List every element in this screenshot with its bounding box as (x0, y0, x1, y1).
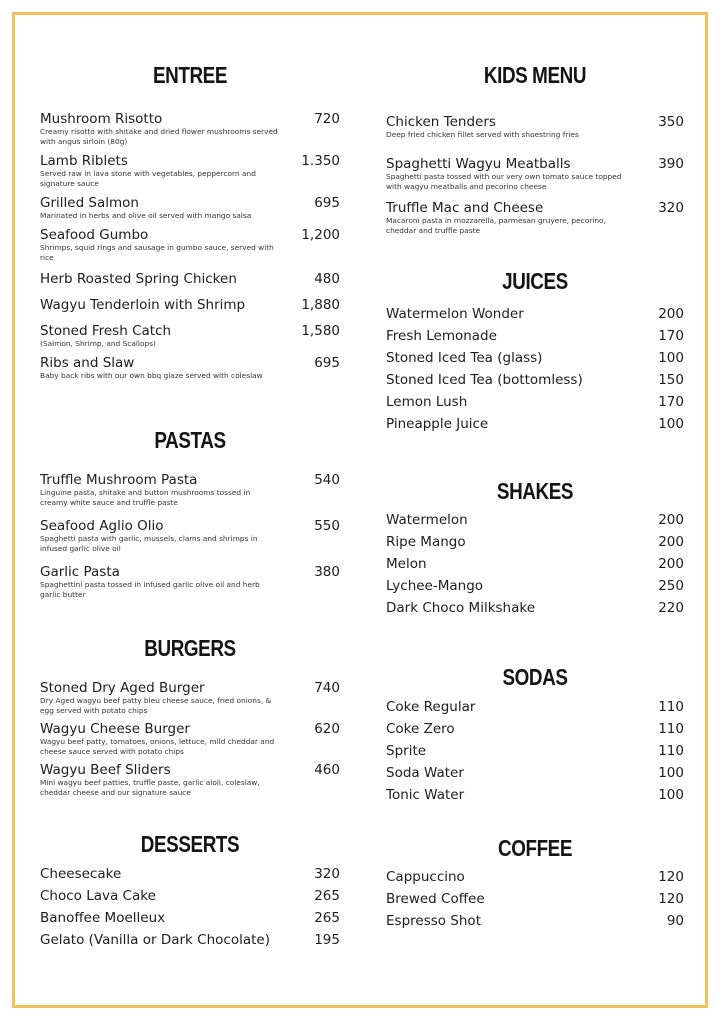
item-description: Served raw in lava stone with vegetables, peppercorn and signature sauce (40, 169, 256, 188)
item-price: 350 (658, 114, 684, 130)
item-description: Linguine pasta, shitake and button mushrooms tossed in creamy white sauce and truffle paste (40, 488, 251, 507)
item-price: 110 (658, 721, 684, 737)
section-entree (40, 60, 340, 90)
item-name: Herb Roasted Spring Chicken (40, 271, 237, 287)
pastas-items (40, 472, 340, 606)
item-name: Cappuccino (386, 869, 465, 885)
item-name: Stoned Dry Aged Burger (40, 680, 205, 696)
item-price: 200 (658, 512, 684, 528)
item-price: 120 (658, 891, 684, 907)
section-title-coffee: COFFEE (497, 835, 573, 861)
item-price: 200 (658, 556, 684, 572)
item-name: Garlic Pasta (40, 564, 120, 580)
item-name: Lamb Riblets (40, 153, 128, 169)
menu-item (40, 297, 340, 313)
item-price: 460 (314, 762, 340, 778)
menu-item (40, 518, 340, 554)
menu-item (386, 765, 684, 787)
entree-items (40, 111, 340, 387)
item-price: 110 (658, 699, 684, 715)
item-name: Ribs and Slaw (40, 355, 135, 371)
item-price: 170 (658, 328, 684, 344)
item-description: Creamy risotto with shitake and dried flower mushrooms served with angus sirloin (80g) (40, 127, 278, 146)
item-name: Watermelon Wonder (386, 306, 524, 322)
item-name: Watermelon (386, 512, 468, 528)
item-price: 320 (658, 200, 684, 216)
section-title-kids-menu: KIDS MENU (483, 62, 587, 88)
item-name: Truffle Mushroom Pasta (40, 472, 198, 488)
menu-item (386, 306, 684, 328)
item-name: Ripe Mango (386, 534, 466, 550)
item-name: Melon (386, 556, 427, 572)
item-name: Pineapple Juice (386, 416, 489, 432)
item-name: Lemon Lush (386, 394, 468, 410)
item-price: 200 (658, 306, 684, 322)
item-price: 150 (658, 372, 684, 388)
item-price: 265 (314, 910, 340, 926)
menu-item (386, 699, 684, 721)
menu-item (386, 869, 684, 891)
item-price: 170 (658, 394, 684, 410)
menu-item (40, 195, 340, 221)
item-price: 380 (314, 564, 340, 580)
item-name: Stoned Iced Tea (bottomless) (386, 372, 583, 388)
item-price: 1,580 (301, 323, 340, 339)
section-juices (386, 266, 684, 296)
item-price: 100 (658, 350, 684, 366)
section-coffee (386, 833, 684, 863)
item-description: Shrimps, squid rings and sausage in gumbo sauce, served with rice (40, 243, 274, 262)
item-description: Spaghettini pasta tossed in infused garlic olive oil and herb garlic butter (40, 580, 260, 599)
item-name: Brewed Coffee (386, 891, 485, 907)
menu-item (386, 721, 684, 743)
item-name: Banoffee Moelleux (40, 910, 166, 926)
section-sodas (386, 662, 684, 692)
item-name: Spaghetti Wagyu Meatballs (386, 156, 571, 172)
menu-item (40, 888, 340, 910)
item-name: Choco Lava Cake (40, 888, 156, 904)
item-price: 620 (314, 721, 340, 737)
item-price: 550 (314, 518, 340, 534)
item-name: Lychee-Mango (386, 578, 484, 594)
menu-item (40, 153, 340, 189)
item-price: 100 (658, 416, 684, 432)
item-price: 265 (314, 888, 340, 904)
burgers-items (40, 680, 340, 804)
item-price: 390 (658, 156, 684, 172)
menu-item (386, 156, 684, 192)
sodas-items (386, 699, 684, 809)
item-description: Mini wagyu beef patties, truffle paste, garlic aioli, coleslaw, cheddar cheese and our signature sauce (40, 778, 260, 797)
menu-item (40, 932, 340, 954)
item-price: 695 (314, 355, 340, 371)
menu-item (40, 355, 340, 381)
section-title-entree: ENTREE (152, 62, 228, 88)
item-name: Seafood Aglio Olio (40, 518, 164, 534)
section-shakes (386, 476, 684, 506)
item-price: 740 (314, 680, 340, 696)
coffee-items (386, 869, 684, 935)
item-name: Mushroom Risotto (40, 111, 163, 127)
menu-item (386, 578, 684, 600)
item-price: 720 (314, 111, 340, 127)
section-kids-menu (386, 60, 684, 90)
item-name: Tonic Water (386, 787, 465, 803)
item-price: 250 (658, 578, 684, 594)
item-description: Spaghetti pasta with garlic, mussels, clams and shrimps in infused garlic olive oil (40, 534, 258, 553)
item-name: Grilled Salmon (40, 195, 139, 211)
item-price: 195 (314, 932, 340, 948)
item-name: Truffle Mac and Cheese (386, 200, 544, 216)
section-desserts (40, 829, 340, 859)
item-price: 100 (658, 765, 684, 781)
item-description: Marinated in herbs and olive oil served with mango salsa (40, 211, 252, 220)
item-description: Dry Aged wagyu beef patty bleu cheese sauce, fried onions, & egg served with potato chips (40, 696, 272, 715)
menu-item (386, 328, 684, 350)
juices-items (386, 306, 684, 438)
item-description: Macaroni pasta in mozzarella, parmesan gruyere, pecorino, cheddar and truffle paste (386, 216, 606, 235)
item-price: 1,200 (301, 227, 340, 243)
menu-item (40, 680, 340, 716)
menu-item (40, 323, 340, 349)
section-title-sodas: SODAS (502, 664, 568, 690)
item-name: Fresh Lemonade (386, 328, 497, 344)
item-price: 695 (314, 195, 340, 211)
section-title-pastas: PASTAS (154, 427, 226, 453)
item-price: 320 (314, 866, 340, 882)
menu-item (386, 600, 684, 622)
shakes-items (386, 512, 684, 622)
menu-item (386, 556, 684, 578)
menu-item (40, 721, 340, 757)
item-price: 200 (658, 534, 684, 550)
item-name: Coke Zero (386, 721, 455, 737)
item-name: Soda Water (386, 765, 464, 781)
item-name: Wagyu Beef Sliders (40, 762, 171, 778)
menu-item (40, 111, 340, 147)
item-name: Dark Choco Milkshake (386, 600, 536, 616)
item-price: 220 (658, 600, 684, 616)
item-price: 540 (314, 472, 340, 488)
item-price: 110 (658, 743, 684, 759)
item-name: Espresso Shot (386, 913, 481, 929)
item-description: Wagyu beef patty, tomatoes, onions, lettuce, mild cheddar and cheese sauce served with potato chips (40, 737, 275, 756)
menu-item (386, 743, 684, 765)
menu-item (40, 564, 340, 600)
section-pastas (40, 425, 340, 455)
menu-item (40, 866, 340, 888)
item-name: Gelato (Vanilla or Dark Chocolate) (40, 932, 270, 948)
menu-item (386, 394, 684, 416)
section-burgers (40, 633, 340, 663)
menu-item (386, 913, 684, 935)
item-description: Baby back ribs with our own bbq glaze served with coleslaw (40, 371, 263, 380)
item-price: 1.350 (301, 153, 340, 169)
item-name: Chicken Tenders (386, 114, 496, 130)
item-description: Deep fried chicken fillet served with shoestring fries (386, 130, 579, 139)
item-description: (Salmon, Shrimp, and Scallops) (40, 339, 156, 348)
menu-item (40, 271, 340, 287)
item-price: 1,880 (301, 297, 340, 313)
menu-item (386, 372, 684, 394)
item-name: Wagyu Cheese Burger (40, 721, 190, 737)
item-name: Stoned Fresh Catch (40, 323, 172, 339)
item-name: Cheesecake (40, 866, 122, 882)
item-name: Sprite (386, 743, 427, 759)
menu-item (40, 472, 340, 508)
menu-item (386, 200, 684, 236)
menu-item (386, 512, 684, 534)
menu-item (386, 350, 684, 372)
menu-item (386, 534, 684, 556)
kids-items (386, 114, 684, 242)
menu-item (386, 787, 684, 809)
item-price: 100 (658, 787, 684, 803)
item-price: 90 (666, 913, 684, 929)
section-title-burgers: BURGERS (144, 635, 236, 661)
item-name: Seafood Gumbo (40, 227, 149, 243)
item-name: Stoned Iced Tea (glass) (386, 350, 543, 366)
menu-item (386, 416, 684, 438)
section-title-shakes: SHAKES (496, 478, 574, 504)
menu-item (40, 762, 340, 798)
item-name: Coke Regular (386, 699, 476, 715)
menu-item (40, 910, 340, 932)
section-title-desserts: DESSERTS (140, 831, 240, 857)
menu-item (40, 227, 340, 263)
menu-item (386, 891, 684, 913)
menu-item (386, 114, 684, 140)
item-name: Wagyu Tenderloin with Shrimp (40, 297, 246, 313)
item-price: 120 (658, 869, 684, 885)
item-description: Spaghetti pasta tossed with our very own tomato sauce topped with wagyu meatballs and pecorino cheese (386, 172, 622, 191)
desserts-items (40, 866, 340, 954)
section-title-juices: JUICES (502, 268, 568, 294)
item-price: 480 (314, 271, 340, 287)
